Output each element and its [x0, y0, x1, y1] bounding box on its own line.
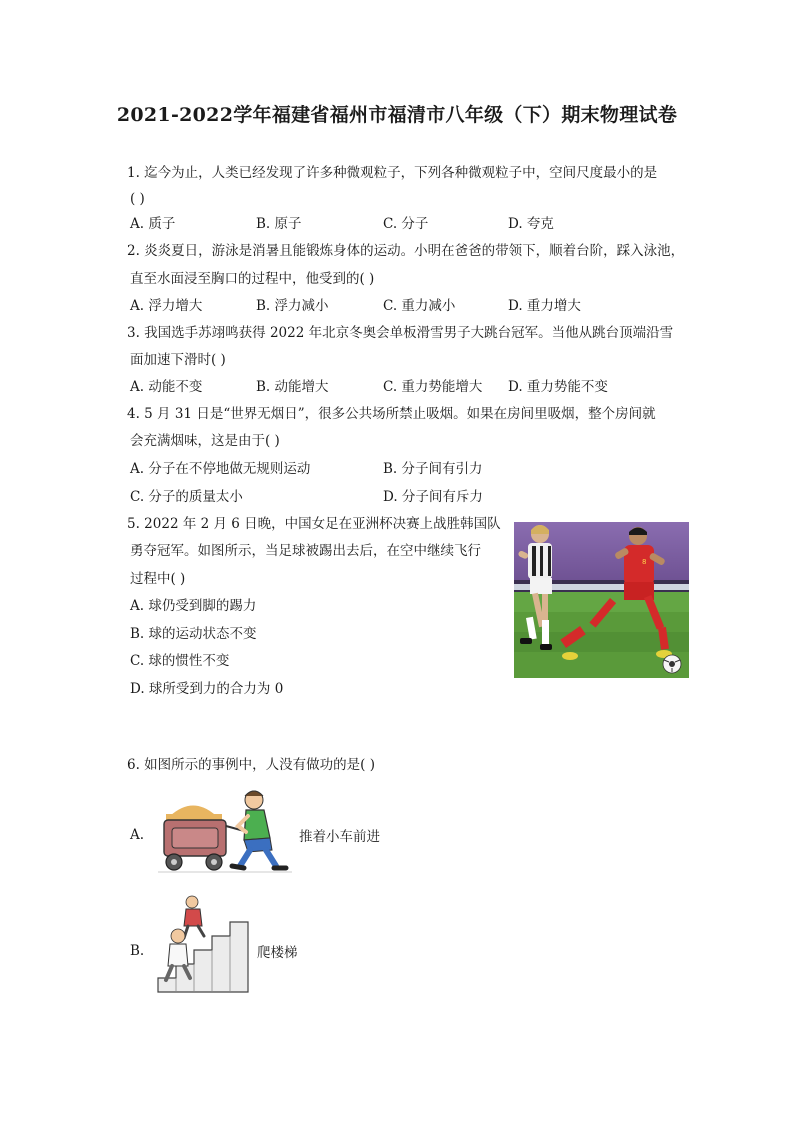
question-3-option-c[interactable]: C. 重力势能增大 [383, 379, 483, 395]
page-title: 2021-2022学年福建省福州市福清市八年级（下）期末物理试卷 [116, 104, 678, 126]
question-2-option-d[interactable]: D. 重力增大 [508, 298, 581, 314]
question-6-option-b-caption: 爬楼梯 [257, 945, 298, 961]
question-5-option-a[interactable]: A. 球仍受到脚的踢力 [130, 598, 257, 614]
question-4-option-b[interactable]: B. 分子间有引力 [383, 461, 483, 477]
question-1-option-a[interactable]: A. 质子 [130, 216, 176, 232]
question-6-stem: 6. 如图所示的事例中，人没有做功的是( ) [127, 757, 375, 773]
question-4-option-d[interactable]: D. 分子间有斥力 [383, 489, 483, 505]
question-5-option-c[interactable]: C. 球的惯性不变 [130, 653, 230, 669]
question-1-option-b[interactable]: B. 原子 [256, 216, 302, 232]
question-1-option-d[interactable]: D. 夸克 [508, 216, 554, 232]
question-1-option-c[interactable]: C. 分子 [383, 216, 429, 232]
question-1-stem-cont: ( ) [130, 191, 145, 207]
question-4-stem: 4. 5 月 31 日是“世界无烟日”，很多公共场所禁止吸烟。如果在房间里吸烟，整个房间就 [127, 406, 656, 422]
question-2-stem-cont: 直至水面浸至胸口的过程中，他受到的( ) [130, 271, 375, 287]
question-4-option-a[interactable]: A. 分子在不停地做无规则运动 [130, 461, 311, 477]
question-2-option-a[interactable]: A. 浮力增大 [130, 298, 203, 314]
question-3-option-b[interactable]: B. 动能增大 [256, 379, 329, 395]
question-4-stem-cont: 会充满烟味，这是由于( ) [130, 433, 280, 449]
cart-push-illustration [152, 786, 294, 880]
question-6-option-a-label[interactable]: A. [130, 827, 145, 843]
question-4-option-c[interactable]: C. 分子的质量太小 [130, 489, 243, 505]
question-5-stem: 5. 2022 年 2 月 6 日晚，中国女足在亚洲杯决赛上战胜韩国队 [127, 516, 501, 532]
question-2-option-c[interactable]: C. 重力减小 [383, 298, 456, 314]
question-3-stem: 3. 我国选手苏翊鸣获得 2022 年北京冬奥会单板滑雪男子大跳台冠军。当他从跳台顶端沿雪 [127, 325, 674, 341]
question-5-option-d[interactable]: D. 球所受到力的合力为 0 [130, 681, 284, 697]
question-2-option-b[interactable]: B. 浮力减小 [256, 298, 329, 314]
question-3-option-d[interactable]: D. 重力势能不变 [508, 379, 608, 395]
question-3-option-a[interactable]: A. 动能不变 [130, 379, 203, 395]
question-5-stem-cont-2: 过程中( ) [130, 571, 186, 587]
svg-text:8: 8 [642, 558, 647, 566]
question-6-option-b-label[interactable]: B. [130, 943, 145, 959]
question-1-stem: 1. 迄今为止，人类已经发现了许多种微观粒子，下列各种微观粒子中，空间尺度最小的是 [127, 165, 658, 181]
question-5-option-b[interactable]: B. 球的运动状态不变 [130, 626, 257, 642]
question-3-stem-cont: 面加速下滑时( ) [130, 352, 226, 368]
soccer-photo [514, 522, 689, 678]
climbing-stairs-illustration [148, 892, 260, 998]
question-6-option-a-caption: 推着小车前进 [299, 829, 380, 845]
question-5-stem-cont: 勇夺冠军。如图所示，当足球被踢出去后，在空中继续飞行 [130, 543, 481, 559]
question-2-stem: 2. 炎炎夏日，游泳是消暑且能锻炼身体的运动。小明在爸爸的带领下，顺着台阶，踩入泳池， [127, 243, 685, 259]
